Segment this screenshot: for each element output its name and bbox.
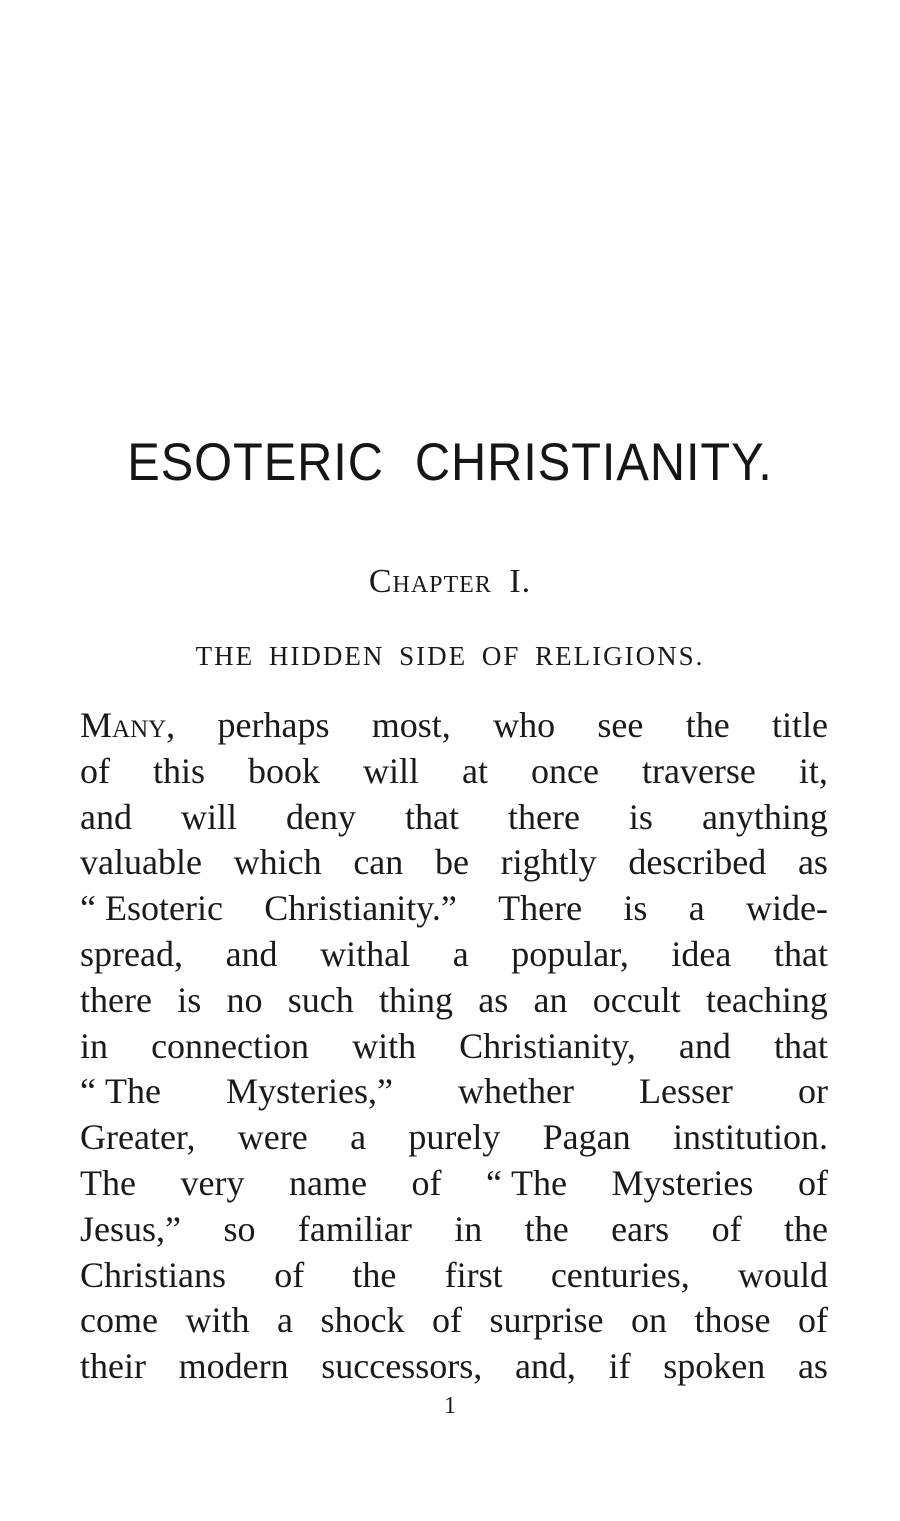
word: Many, <box>80 705 176 745</box>
word: will <box>363 750 420 791</box>
word: of <box>431 1300 462 1341</box>
book-title: ESOTERIC CHRISTIANITY. <box>127 433 773 492</box>
word: purely <box>408 1117 501 1158</box>
word: of <box>797 1162 828 1203</box>
word: is <box>628 796 653 837</box>
word: a <box>350 1117 367 1158</box>
word: the <box>352 1254 397 1295</box>
word: as <box>797 1346 828 1387</box>
word: no <box>226 979 263 1020</box>
word: and <box>225 933 278 974</box>
word: the <box>524 1208 569 1249</box>
word: Christians <box>80 1254 227 1295</box>
word: those <box>694 1300 771 1341</box>
word: of <box>797 1300 828 1341</box>
chapter-heading: Chapter I. <box>368 563 532 600</box>
word: title <box>772 705 828 745</box>
word: Mysteries,” <box>225 1071 393 1112</box>
word: first <box>444 1254 503 1295</box>
word: at <box>462 750 489 791</box>
word: successors, <box>321 1346 483 1387</box>
word: The <box>80 1162 136 1203</box>
word: spoken <box>663 1346 766 1387</box>
word: Christianity.” <box>264 888 457 929</box>
word: rightly <box>500 842 597 883</box>
page-number: 1 <box>444 1393 456 1419</box>
word: teaching <box>705 979 828 1020</box>
word: ears <box>611 1208 670 1249</box>
word: come <box>80 1300 158 1341</box>
word: so <box>223 1208 256 1249</box>
word: that <box>404 796 459 837</box>
word: be <box>434 842 469 883</box>
word: with <box>352 1025 417 1066</box>
word: in <box>80 1025 109 1066</box>
word: idea <box>671 933 732 974</box>
text-line <box>80 749 828 795</box>
text-line <box>80 703 828 749</box>
word: of <box>80 750 110 791</box>
word: shock <box>320 1300 405 1341</box>
word: “ The <box>80 1071 161 1112</box>
word: see <box>597 705 644 745</box>
text-line <box>80 932 828 978</box>
chapter-title: THE HIDDEN SIDE OF RELIGIONS. <box>195 641 705 671</box>
word: that <box>773 1025 828 1066</box>
word: most, <box>371 705 451 745</box>
text-line <box>80 1024 828 1070</box>
word: there <box>507 796 580 837</box>
word: wide- <box>746 888 828 929</box>
word: the <box>685 705 730 745</box>
word: occult <box>592 979 681 1020</box>
word: deny <box>286 796 356 837</box>
word: surprise <box>489 1300 604 1341</box>
word: were <box>237 1117 308 1158</box>
text-line <box>80 840 828 886</box>
word: Mysteries <box>611 1162 754 1203</box>
word: centuries, <box>550 1254 690 1295</box>
word: and <box>678 1025 731 1066</box>
text-line <box>80 1161 828 1207</box>
word: very <box>180 1162 245 1203</box>
word: of <box>411 1162 442 1203</box>
word: and <box>80 796 132 837</box>
word: spread, <box>80 933 183 974</box>
text-line <box>80 1253 828 1299</box>
word: as <box>478 979 509 1020</box>
word: in <box>454 1208 483 1249</box>
word: whether <box>457 1071 574 1112</box>
word: described <box>628 842 767 883</box>
text-line <box>80 795 828 841</box>
word: name <box>288 1162 367 1203</box>
word: traverse <box>641 750 756 791</box>
word: Greater, <box>80 1117 196 1158</box>
word: institution. <box>672 1117 828 1158</box>
text-line <box>80 1115 828 1161</box>
word: which <box>233 842 322 883</box>
word: Pagan <box>542 1117 631 1158</box>
word: a <box>452 933 469 974</box>
word: would <box>737 1254 828 1295</box>
word: Christianity, <box>459 1025 636 1066</box>
word: withal <box>320 933 411 974</box>
word: “ The <box>485 1162 567 1203</box>
word: who <box>493 705 556 745</box>
word: a <box>276 1300 293 1341</box>
word: can <box>353 842 404 883</box>
word: book <box>248 750 321 791</box>
word: and, <box>514 1346 576 1387</box>
word: perhaps <box>217 705 330 745</box>
word: familiar <box>297 1208 412 1249</box>
word: will <box>180 796 237 837</box>
body-paragraph <box>80 703 828 1390</box>
word: their <box>80 1346 146 1387</box>
word: popular, <box>511 933 629 974</box>
word: There <box>498 888 583 929</box>
word: there <box>80 979 152 1020</box>
word: with <box>185 1300 250 1341</box>
word: modern <box>178 1346 289 1387</box>
text-line <box>80 886 828 932</box>
word: is <box>623 888 648 929</box>
text-line <box>80 1344 828 1390</box>
word: anything <box>701 796 828 837</box>
word: or <box>797 1071 828 1112</box>
word: a <box>688 888 705 929</box>
word: is <box>177 979 202 1020</box>
word: if <box>608 1346 631 1387</box>
word: that <box>773 933 828 974</box>
word: connection <box>151 1025 310 1066</box>
word: thing <box>378 979 453 1020</box>
word: valuable <box>80 842 202 883</box>
word: an <box>533 979 568 1020</box>
text-line <box>80 1298 828 1344</box>
word: of <box>274 1254 305 1295</box>
text-line <box>80 1069 828 1115</box>
word: on <box>630 1300 667 1341</box>
word: as <box>797 842 828 883</box>
word: such <box>287 979 354 1020</box>
word: Jesus,” <box>80 1208 181 1249</box>
text-line <box>80 1207 828 1253</box>
word: once <box>531 750 599 791</box>
word: “ Esoteric <box>80 888 223 929</box>
word: this <box>153 750 206 791</box>
text-line <box>80 978 828 1024</box>
word: Lesser <box>638 1071 733 1112</box>
word: the <box>784 1208 828 1249</box>
word: of <box>711 1208 742 1249</box>
word: it, <box>798 750 828 791</box>
